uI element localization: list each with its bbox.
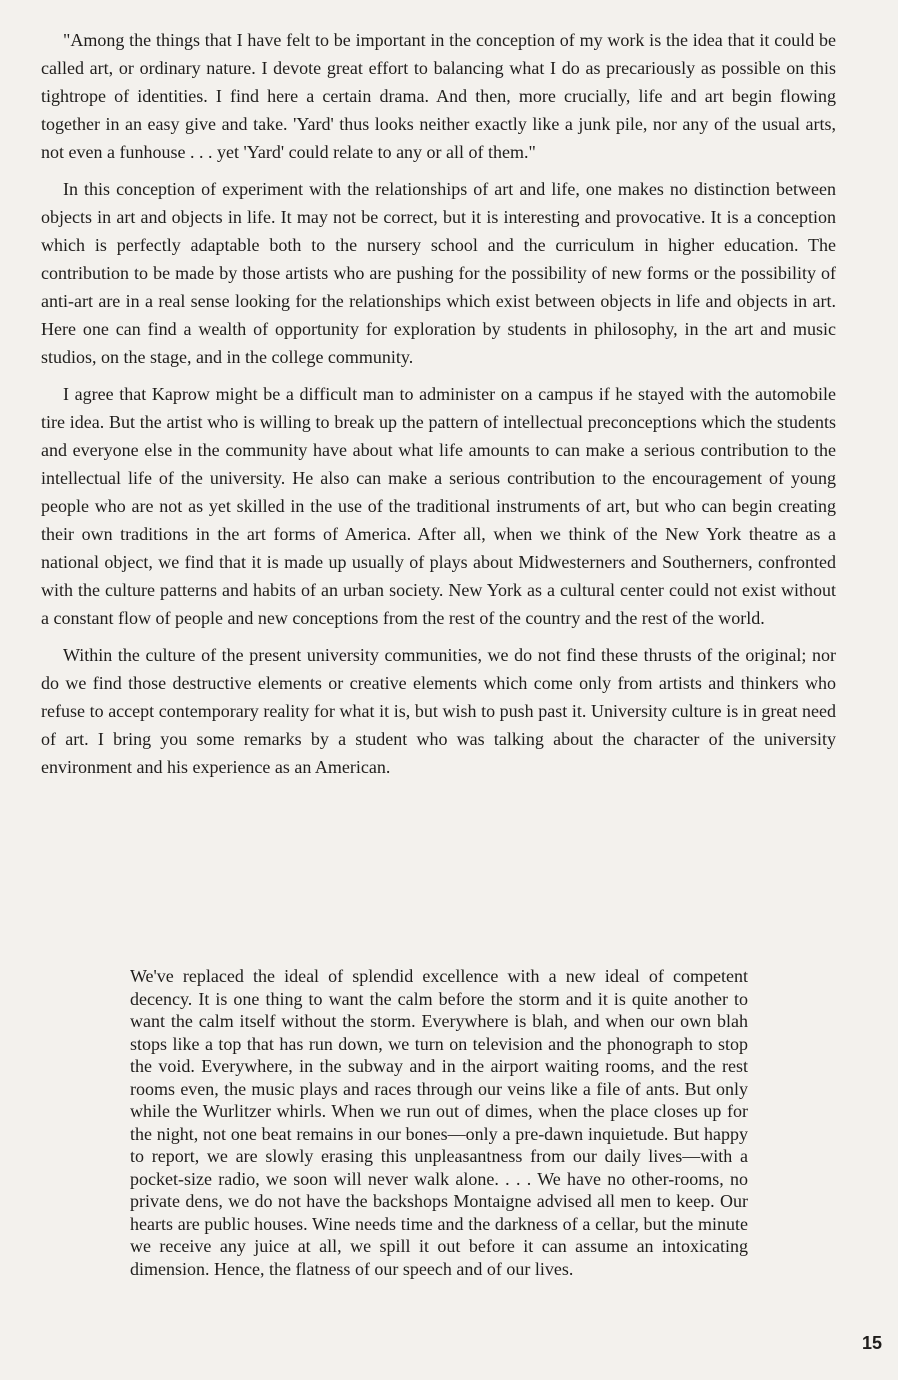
page-number: 15 bbox=[862, 1333, 883, 1353]
paragraph-1: "Among the things that I have felt to be important in the conception of my work is the idea that it could be called art, or ordinary nature. I devote great effort to balancing what I do as precariously as possible on this tightrope of identities. I find here a certain drama. And then, more crucially, life and art begin flowing together in an easy give and take. 'Yard' thus looks neither exactly like a junk pile, nor any of the usual arts, not even a funhouse . . . yet 'Yard' could relate to any or all of them." bbox=[41, 30, 836, 162]
paragraph-4: Within the culture of the present university communities, we do not find these thrusts of the original; nor do we find those destructive elements or creative elements which come only from artists and thinkers who refuse to accept contemporary reality for what it is, but wish to push past it. University culture is in great need of art. I bring you some remarks by a student who was talking about the character of the university environment and his experience as an American. bbox=[41, 645, 836, 777]
paragraph-2: In this conception of experiment with the relationships of art and life, one makes no distinction between objects in art and objects in life. It may not be correct, but it is interesting and provocative. It is a conception which is perfectly adaptable both to the nursery school and the curriculum in higher education. The contribution to be made by those artists who are pushing for the possibility of new forms or the possibility of anti-art are in a real sense looking for the relationships which exist between objects in life and objects in art. Here one can find a wealth of opportunity for exploration by students in philosophy, in the art and music studios, on the stage, and in the college community. bbox=[41, 179, 836, 367]
paragraph-3: I agree that Kaprow might be a difficult man to administer on a campus if he stayed with the automobile tire idea. But the artist who is willing to break up the pattern of intellectual preconceptions which the students and everyone else in the community have about what life amounts to can make a serious contribution to the intellectual life of the university. He also can make a serious contribution to the encouragement of young people who are not as yet skilled in the use of the traditional instruments of art, but who can begin creating their own traditions in the art forms of America. After all, when we think of the New York theatre as a national object, we find that it is made up usually of plays about Midwesterners and Southerners, confronted with the culture patterns and habits of an urban society. New York as a cultural center could not exist without a constant flow of people and new conceptions from the rest of the country and the rest of the world. bbox=[41, 384, 836, 628]
body-text bbox=[41, 26, 836, 781]
block-quote: We've replaced the ideal of splendid excellence with a new ideal of competent decency. It is one thing to want the calm before the storm and it is quite another to want the calm itself without the storm. Everywhere is blah, and when our own blah stops like a top that has run down, we turn on television and the phonograph to stop the void. Everywhere, in the subway and in the airport waiting rooms, and the rest rooms even, the music plays and races through our veins like a file of ants. But only while the Wurlitzer whirls. When we run out of dimes, when the place closes up for the night, not one beat remains in our bones—only a pre-dawn inquietude. But happy to report, we are slowly erasing this unpleasantness from our daily lives—with a pocket-size radio, we soon will never walk alone. . . . We have no other-rooms, no private dens, we do not have the backshops Montaigne advised all men to keep. Our hearts are public houses. Wine needs time and the darkness of a cellar, but the minute we receive any juice at all, we spill it out before it can assume an intoxicating dimension. Hence, the flatness of our speech and of our lives. bbox=[130, 966, 748, 1279]
